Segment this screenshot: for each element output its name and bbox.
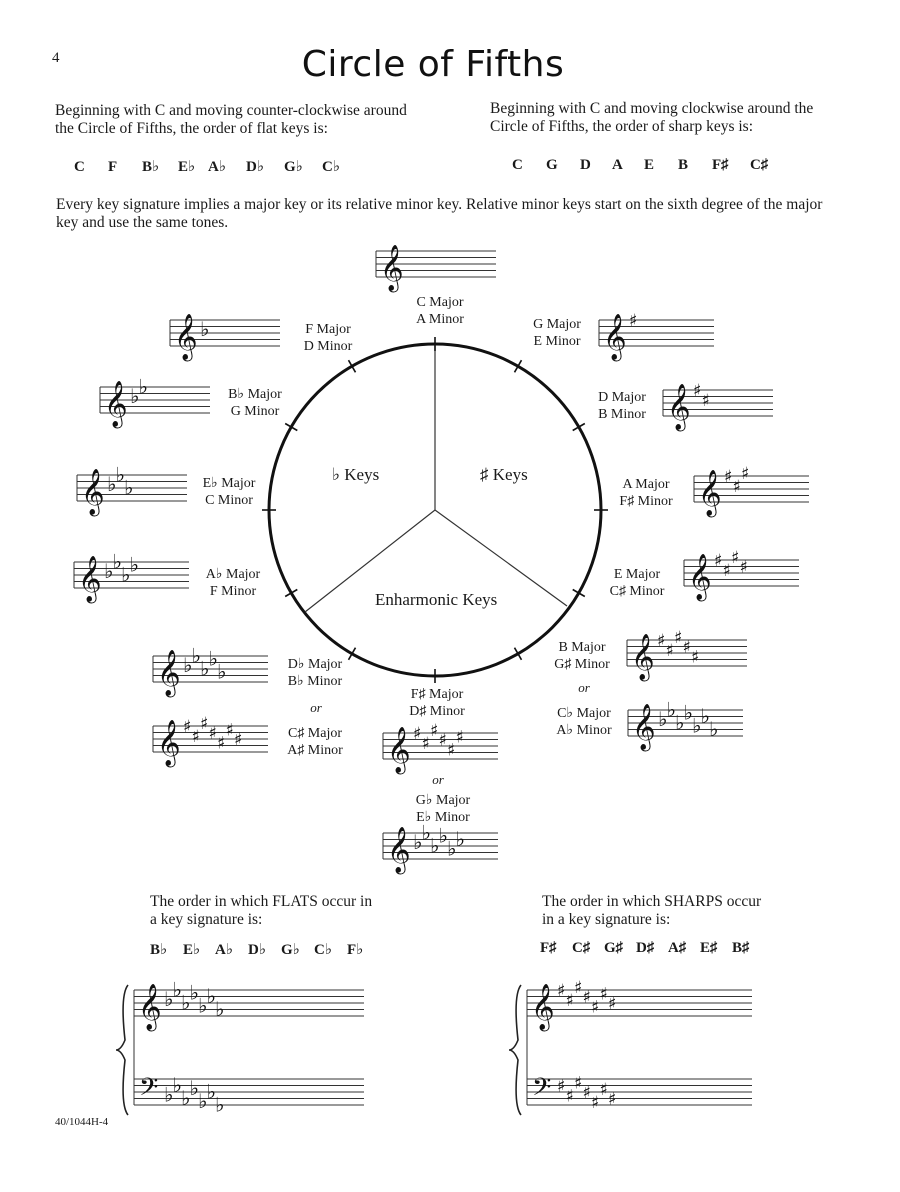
flat-sign-icon: ♭: [198, 1089, 208, 1113]
sharp-sign-icon: ♯: [724, 467, 733, 487]
flat-sign-icon: ♭: [130, 384, 140, 408]
flat-sign-icon: ♭: [181, 990, 191, 1015]
key-signature-staff: [627, 628, 747, 682]
major-key: B♭ Major: [228, 387, 282, 402]
key-signature-staff: [684, 548, 799, 602]
or-label: or: [578, 680, 590, 695]
sharp-order-item: F♯: [540, 940, 557, 956]
key-signature-staff: [599, 311, 714, 362]
treble-clef-icon: 𝄞: [78, 555, 102, 602]
sharp-sign-icon: ♯: [714, 551, 723, 571]
sharp-keys-intro: Beginning with C and moving clockwise around the Circle of Fifths, the order of sharp keys is:: [490, 100, 814, 135]
flat-order-item: E♭: [183, 942, 201, 958]
minor-key: E♭ Minor: [416, 810, 470, 825]
major-key: A Major: [622, 477, 670, 492]
sharp-sign-icon: ♯: [217, 733, 226, 754]
flat-sign-icon: ♭: [172, 1072, 182, 1097]
sharp-sign-icon: ♯: [557, 981, 566, 1001]
key-signature-staff: [134, 977, 364, 1032]
grand-staff-brace: [116, 985, 128, 1115]
sharp-sign-icon: ♯: [657, 631, 666, 651]
sharp-key: E: [644, 157, 655, 173]
flat-sign-icon: ♭: [455, 826, 465, 851]
sharp-order-item: B♯: [732, 940, 750, 956]
major-key: F Major: [305, 322, 351, 337]
flat-sign-icon: ♭: [138, 374, 148, 399]
sharp-sign-icon: ♯: [421, 733, 430, 754]
flat-key: F: [108, 159, 118, 175]
sharp-sign-icon: ♯: [413, 724, 422, 744]
sharp-sign-icon: ♯: [599, 984, 608, 1005]
key-signature-staff: [527, 978, 752, 1032]
flat-order-item: A♭: [215, 942, 233, 958]
treble-clef-icon: 𝄞: [387, 826, 411, 873]
sharp-sign-icon: ♯: [557, 1076, 566, 1097]
major-key: E Major: [613, 567, 661, 582]
sharp-sign-icon: ♯: [591, 1092, 600, 1113]
sharp-sign-icon: ♯: [565, 1086, 574, 1107]
major-key: C Major: [416, 295, 464, 310]
flat-sign-icon: ♭: [709, 716, 719, 741]
sharp-sign-icon: ♯: [438, 730, 447, 751]
flat-sign-icon: ♭: [413, 830, 423, 854]
footer-catalog-number: 40/1044H-4: [55, 1116, 109, 1128]
sharp-order-item: D♯: [636, 940, 655, 956]
treble-clef-icon: 𝄞: [104, 380, 128, 427]
flat-sign-icon: ♭: [692, 713, 702, 738]
treble-clef-icon: 𝄞: [380, 244, 404, 291]
flat-sign-icon: ♭: [430, 833, 440, 858]
minor-key: F Minor: [209, 584, 257, 599]
flat-sign-icon: ♭: [121, 562, 131, 587]
key-label-f: [283, 321, 373, 355]
key-signature-staff: [153, 714, 268, 768]
sharp-sign-icon: ♯: [741, 463, 750, 484]
flat-key: G♭: [284, 159, 303, 175]
flat-sign-icon: ♭: [700, 703, 710, 728]
sharp-sign-icon: ♯: [608, 1089, 617, 1110]
flat-sign-icon: ♭: [104, 559, 114, 583]
flat-key: C♭: [322, 159, 340, 175]
or-label: or: [432, 772, 444, 787]
page-title: Circle of Fifths: [301, 44, 565, 85]
major-key: D Major: [598, 390, 646, 405]
flat-key: C: [74, 159, 85, 175]
treble-clef-icon: 𝄞: [531, 983, 555, 1030]
flat-sign-icon: ♭: [421, 820, 431, 845]
sharp-sign-icon: ♯: [732, 476, 741, 497]
flat-keys-section-label: ♭ Keys: [332, 465, 380, 484]
sharp-sign-icon: ♯: [731, 547, 740, 568]
flat-sign-icon: ♭: [191, 643, 201, 668]
key-signature-staff: [628, 697, 743, 752]
sharp-sign-icon: ♯: [447, 740, 456, 761]
key-label-a-flat: [188, 566, 278, 600]
sharp-sign-icon: ♯: [208, 723, 217, 744]
treble-clef-icon: 𝄞: [603, 313, 627, 360]
major-key: C♭ Major: [557, 706, 611, 721]
flat-sign-icon: ♭: [181, 1085, 191, 1110]
treble-clef-icon: 𝄞: [667, 383, 691, 430]
sharps-order-row: [540, 940, 760, 957]
treble-clef-icon: 𝄞: [174, 313, 198, 360]
key-label-g-flat: [398, 792, 488, 826]
key-signature-staff: [74, 549, 189, 604]
key-label-b-flat: [210, 386, 300, 420]
key-label-d: [577, 389, 667, 423]
flat-key: D♭: [246, 159, 264, 175]
flat-sign-icon: ♭: [206, 1079, 216, 1104]
minor-key: A♯ Minor: [287, 743, 343, 758]
sharp-sign-icon: ♯: [565, 990, 574, 1011]
flat-sign-icon: ♭: [198, 993, 208, 1018]
sharp-sign-icon: ♯: [591, 997, 600, 1018]
sharp-order-item: G♯: [604, 940, 624, 956]
key-label-e: [592, 566, 682, 600]
flat-order-item: F♭: [347, 942, 364, 958]
sharp-sign-icon: ♯: [574, 1073, 583, 1094]
treble-clef-icon: 𝄞: [157, 719, 181, 766]
key-signature-staff: [383, 721, 498, 775]
flat-sign-icon: ♭: [217, 659, 227, 684]
key-label-b: [537, 639, 627, 673]
grand-staff-brace: [509, 985, 521, 1115]
flat-sign-icon: ♭: [172, 977, 182, 1002]
treble-clef-icon: 𝄞: [698, 469, 722, 516]
treble-clef-icon: 𝄞: [157, 649, 181, 696]
minor-key: B♭ Minor: [287, 674, 343, 689]
key-signature-staff: [694, 464, 809, 518]
sharp-sign-icon: ♯: [455, 727, 464, 748]
sharp-sign-icon: ♯: [629, 311, 638, 331]
sharp-sign-icon: ♯: [693, 381, 702, 401]
flat-sign-icon: ♭: [189, 1076, 199, 1100]
flat-keys-intro: Beginning with C and moving counter-clockwise around the Circle of Fifths, the order of flat keys is:: [55, 102, 407, 137]
sharp-sign-icon: ♯: [582, 1083, 591, 1103]
major-key: F♯ Major: [410, 687, 464, 702]
sharp-sign-icon: ♯: [674, 627, 683, 648]
bass-clef-icon: 𝄢: [532, 1072, 552, 1108]
flat-sign-icon: ♭: [658, 707, 668, 731]
flats-order-intro: The order in which FLATS occur in a key signature is:: [150, 893, 373, 928]
key-label-e-flat: [184, 475, 274, 509]
treble-clef-icon: 𝄞: [688, 553, 712, 600]
sharp-sign-icon: ♯: [739, 557, 748, 578]
key-signature-staff: [100, 374, 210, 429]
key-label-d-flat: [270, 656, 360, 690]
relative-minor-paragraph: Every key signature implies a major key or its relative minor key. Relative minor keys start on the sixth degree of the major key and use the same tones.: [56, 196, 823, 231]
sharp-sign-icon: ♯: [200, 713, 209, 734]
key-label-c-flat: [539, 705, 629, 739]
minor-key: F♯ Minor: [619, 494, 673, 509]
sharp-order-item: C♯: [572, 940, 591, 956]
minor-key: D♯ Minor: [409, 704, 465, 719]
treble-clef-icon: 𝄞: [138, 983, 162, 1030]
flat-order-item: D♭: [248, 942, 266, 958]
sharp-sign-icon: ♯: [701, 390, 710, 411]
sharp-key: C: [512, 157, 523, 173]
flat-key: B♭: [142, 159, 160, 175]
sharp-key: C♯: [750, 157, 769, 173]
flat-sign-icon: ♭: [683, 700, 693, 725]
key-label-c-sharp: [270, 725, 360, 759]
flat-sign-icon: ♭: [447, 836, 457, 861]
key-signature-staff: [527, 1073, 752, 1113]
major-key: G♭ Major: [415, 793, 471, 808]
sharp-sign-icon: ♯: [691, 647, 700, 668]
sharp-sign-icon: ♯: [183, 717, 192, 737]
flat-sign-icon: ♭: [129, 552, 139, 577]
minor-key: A Minor: [416, 312, 464, 327]
major-key: G Major: [533, 317, 581, 332]
key-label-g: [512, 316, 602, 350]
sharps-order-intro: The order in which SHARPS occur in a key signature is:: [542, 893, 762, 928]
flat-sign-icon: ♭: [107, 472, 117, 496]
sharp-order-item: E♯: [700, 940, 718, 956]
flat-sign-icon: ♭: [666, 697, 676, 722]
sharp-sign-icon: ♯: [599, 1079, 608, 1100]
flat-sign-icon: ♭: [208, 646, 218, 671]
key-signature-staff: [376, 245, 496, 293]
treble-clef-icon: 𝄞: [632, 703, 656, 750]
sharp-key: G: [546, 157, 558, 173]
sharp-sign-icon: ♯: [665, 640, 674, 661]
sharp-sign-icon: ♯: [234, 730, 243, 750]
major-key: D♭ Major: [287, 657, 343, 672]
key-signature-staff: [383, 820, 498, 875]
grand-staves: [116, 977, 752, 1116]
sharp-sign-icon: ♯: [608, 994, 617, 1014]
minor-key: G Minor: [230, 404, 280, 419]
flat-sign-icon: ♭: [115, 462, 125, 487]
flats-order-row: [150, 940, 375, 959]
key-signature-staff: [170, 314, 280, 362]
flat-sign-icon: ♭: [124, 475, 134, 500]
treble-clef-icon: 𝄞: [81, 468, 105, 515]
key-label-f-sharp: [392, 686, 482, 720]
flat-sign-icon: ♭: [200, 656, 210, 681]
flat-sign-icon: ♭: [438, 823, 448, 848]
flat-order-item: B♭: [150, 942, 168, 958]
or-label: or: [310, 700, 322, 715]
flat-sign-icon: ♭: [215, 996, 225, 1021]
sharp-key: A: [612, 157, 623, 173]
key-signature-staff: [77, 462, 187, 517]
key-signature-staff: [134, 1073, 364, 1117]
flat-sign-icon: ♭: [206, 983, 216, 1008]
sharp-sign-icon: ♯: [225, 720, 234, 741]
major-key: E♭ Major: [202, 476, 256, 491]
key-signature-staff: [663, 381, 773, 432]
minor-key: A♭ Minor: [556, 723, 612, 738]
sharp-order-item: A♯: [668, 940, 687, 956]
sharp-key: B: [678, 157, 689, 173]
flat-sign-icon: ♭: [675, 710, 685, 735]
flat-sign-icon: ♭: [200, 317, 210, 341]
minor-key: G♯ Minor: [554, 657, 610, 672]
sharp-sign-icon: ♯: [430, 720, 439, 741]
sharp-key: D: [580, 157, 591, 173]
sharp-sign-icon: ♯: [574, 977, 583, 998]
flat-order-item: C♭: [314, 942, 332, 958]
sharp-sign-icon: ♯: [191, 726, 200, 747]
page-number: 4: [52, 50, 60, 66]
sharp-keys-section-label: ♯ Keys: [480, 465, 528, 484]
flat-sign-icon: ♭: [112, 549, 122, 574]
key-label-a: [601, 476, 691, 510]
sharp-sign-icon: ♯: [682, 637, 691, 658]
sharp-sign-icon: ♯: [582, 987, 591, 1008]
sharp-sign-icon: ♯: [722, 560, 731, 581]
flat-sign-icon: ♭: [189, 980, 199, 1005]
bass-clef-icon: 𝄢: [139, 1072, 159, 1108]
minor-key: E Minor: [533, 334, 581, 349]
flat-order-item: G♭: [281, 942, 300, 958]
minor-key: C Minor: [205, 493, 253, 508]
key-signature-staff: [153, 643, 268, 698]
flat-key: A♭: [208, 159, 226, 175]
flat-sign-icon: ♭: [215, 1092, 225, 1117]
sharp-key: F♯: [712, 157, 729, 173]
minor-key: B Minor: [598, 407, 646, 422]
treble-clef-icon: 𝄞: [387, 726, 411, 773]
major-key: C♯ Major: [287, 726, 343, 741]
flat-key: E♭: [178, 159, 196, 175]
minor-key: D Minor: [303, 339, 353, 354]
key-label-c: [395, 294, 485, 328]
enharmonic-keys-section-label: Enharmonic Keys: [375, 590, 498, 609]
treble-clef-icon: 𝄞: [631, 633, 655, 680]
minor-key: C♯ Minor: [609, 584, 665, 599]
major-key: A♭ Major: [205, 567, 261, 582]
flat-sign-icon: ♭: [183, 653, 193, 677]
flat-sign-icon: ♭: [164, 987, 174, 1011]
major-key: B Major: [558, 640, 606, 655]
flat-sign-icon: ♭: [164, 1082, 174, 1107]
